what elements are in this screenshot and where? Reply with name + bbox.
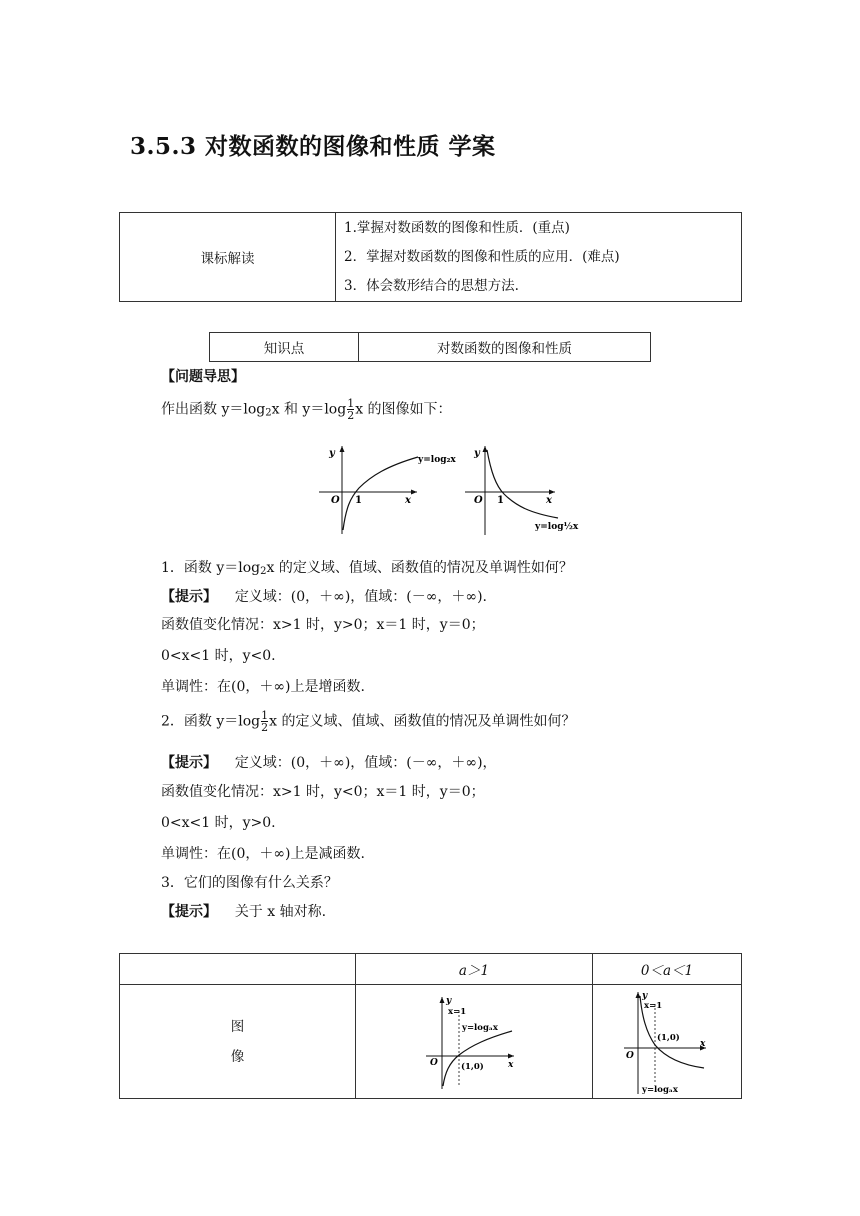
hint-tag: 【提示】 <box>161 755 217 771</box>
row-label-char-1: 图 <box>230 1018 245 1035</box>
answer-2-line-2: 函数值变化情况：x>1 时，y<0；x＝1 时，y＝0； <box>161 784 485 800</box>
knowledge-value: 对数函数的图像和性质 <box>359 333 651 362</box>
graph-loga-increasing <box>424 993 524 1091</box>
q1-suffix: x 的定义域、值域、函数值的情况及单调性如何？ <box>266 560 573 576</box>
point-label: (1,0) <box>657 1032 680 1043</box>
knowledge-table <box>209 332 651 362</box>
objective-item: 2．掌握对数函数的图像和性质的应用．(难点) <box>344 248 620 265</box>
x-arrow <box>508 1053 514 1058</box>
frac-den: 2 <box>261 721 269 734</box>
graph-loga-decreasing <box>622 988 712 1096</box>
a1-text: 定义域：(0，＋∞)，值域：(－∞，＋∞). <box>234 589 488 605</box>
curve-label: y=log₂x <box>418 455 456 465</box>
frac-den: 2 <box>347 409 355 422</box>
question-1 <box>161 557 573 577</box>
section-heading: 【问题导思】 <box>161 369 245 385</box>
graph-log-half <box>460 442 585 537</box>
point-label: (1,0) <box>461 1061 484 1072</box>
graph-cell-a-between <box>593 985 742 1099</box>
q2-fraction <box>261 710 268 733</box>
curve-label: y=log½x <box>535 522 579 532</box>
y-label: y <box>446 995 452 1006</box>
header-a-gt-1: a＞1 <box>356 954 593 985</box>
log-half-curve <box>487 450 558 518</box>
objectives-table <box>119 212 742 302</box>
page-title: 3.5.3 对数函数的图像和性质 学案 <box>130 133 496 160</box>
hint-tag: 【提示】 <box>161 589 217 605</box>
q2-prefix: 2．函数 y＝log <box>161 713 261 730</box>
header-a-between: 0＜a＜1 <box>593 954 742 985</box>
answer-2-line-3: 0<x<1 时，y>0. <box>161 815 276 831</box>
a3-text: 关于 x 轴对称. <box>234 904 327 920</box>
x-label: x <box>546 495 552 506</box>
tick-one: 1 <box>355 495 362 506</box>
a2-text: 定义域：(0，＋∞)，值域：(－∞，＋∞)， <box>234 755 497 771</box>
intro-prefix: 作出函数 y＝log <box>161 401 266 418</box>
y-label: y <box>329 448 335 459</box>
answer-1-line-2: 函数值变化情况：x>1 时，y>0；x＝1 时，y＝0； <box>161 617 485 633</box>
answer-1-line-3: 0<x<1 时，y<0. <box>161 648 276 664</box>
question-2 <box>161 710 576 733</box>
row-label-graph <box>120 985 356 1099</box>
objectives-list <box>336 213 742 302</box>
x-arrow <box>411 490 417 495</box>
intro-line <box>161 398 452 421</box>
answer-2-line-1 <box>161 752 497 772</box>
x-equals-1-label: x=1 <box>644 1000 663 1011</box>
hint-tag: 【提示】 <box>161 904 217 920</box>
objectives-label: 课标解读 <box>120 213 336 302</box>
question-3: 3．它们的图像有什么关系？ <box>161 875 338 891</box>
objective-item: 1.掌握对数函数的图像和性质．(重点) <box>344 219 570 236</box>
comparison-table <box>119 953 742 1099</box>
graph-cell-a-gt-1 <box>356 985 593 1099</box>
answer-3 <box>161 901 326 921</box>
origin-label: O <box>474 495 483 506</box>
answer-2-line-4: 单调性：在(0，＋∞)上是减函数. <box>161 846 365 862</box>
answer-1-line-1 <box>161 586 487 606</box>
knowledge-label: 知识点 <box>210 333 359 362</box>
intro-suffix: x 的图像如下： <box>355 401 452 418</box>
x-arrow <box>549 490 555 495</box>
origin-label: O <box>626 1050 634 1061</box>
x-label: x <box>508 1059 514 1070</box>
origin-label: O <box>331 495 340 506</box>
loga-curve <box>443 1031 512 1086</box>
x-equals-1-label: x=1 <box>448 1006 467 1017</box>
y-label: y <box>474 448 480 459</box>
answer-1-line-4: 单调性：在(0，＋∞)上是增函数. <box>161 679 365 695</box>
intro-sub: 2 <box>265 407 272 419</box>
q1-prefix: 1．函数 y＝log <box>161 560 261 576</box>
curve-label: y=logₐx <box>462 1022 498 1033</box>
x-label: x <box>405 495 411 506</box>
tick-one: 1 <box>497 495 504 506</box>
y-label: y <box>642 990 648 1001</box>
frac-num: 1 <box>261 709 269 722</box>
x-label: x <box>700 1038 706 1049</box>
frac-num: 1 <box>347 397 355 410</box>
objective-item: 3．体会数形结合的思想方法. <box>344 277 519 294</box>
header-blank <box>120 954 356 985</box>
row-label-char-2: 像 <box>230 1048 245 1065</box>
intro-mid: x 和 y＝log <box>271 401 347 418</box>
y-arrow <box>440 997 445 1003</box>
q2-suffix: x 的定义域、值域、函数值的情况及单调性如何？ <box>269 713 576 730</box>
y-arrow <box>340 446 345 452</box>
intro-fraction <box>347 398 354 421</box>
graph-log2 <box>315 442 460 537</box>
log2-curve <box>343 457 418 530</box>
origin-label: O <box>430 1057 438 1068</box>
q1-sub: 2 <box>260 566 267 577</box>
curve-label: y=logₐx <box>642 1084 678 1095</box>
